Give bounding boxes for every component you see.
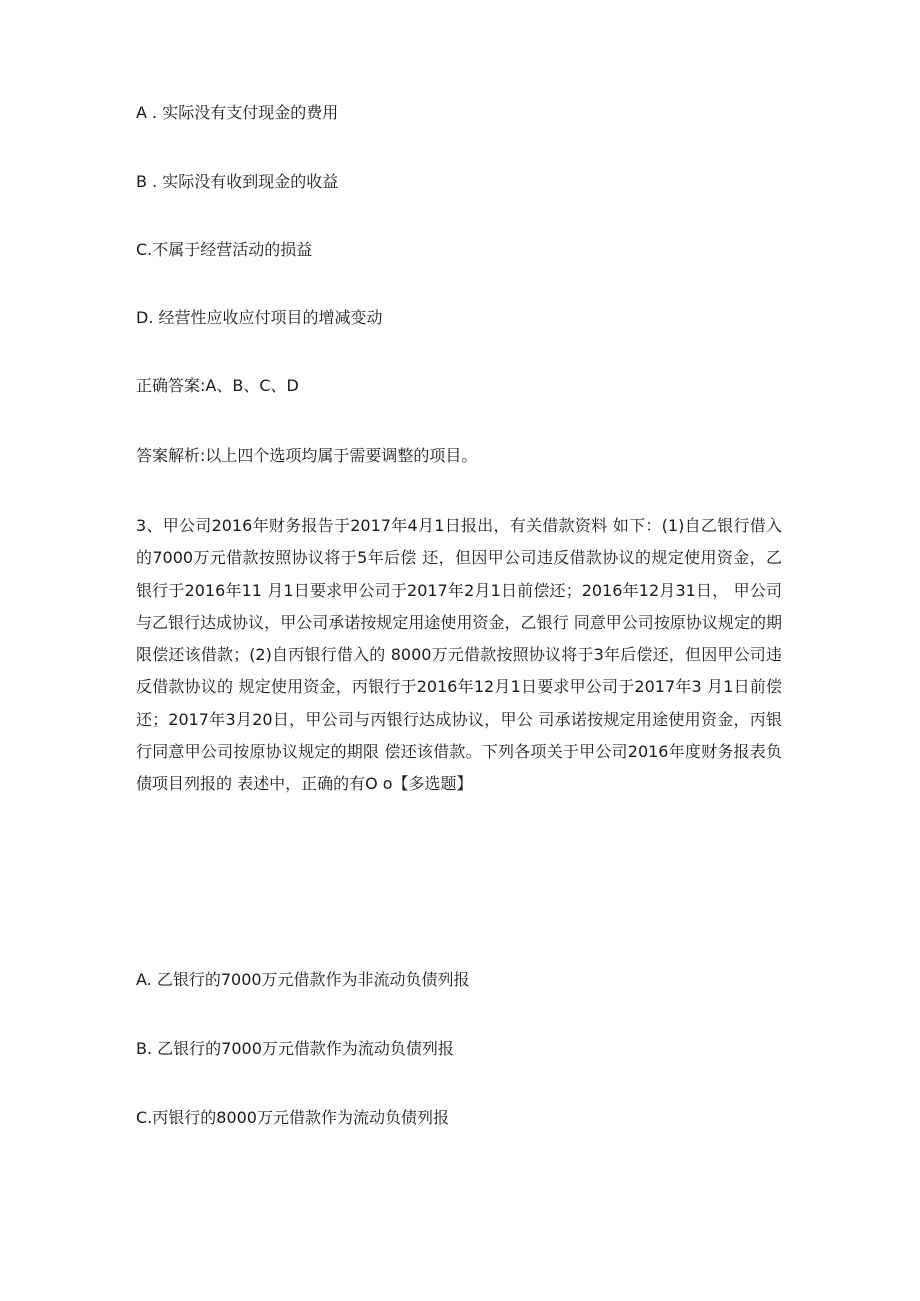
option-b: B . 实际没有收到现金的收益 (136, 172, 339, 191)
correct-answer: 正确答案:A、B、C、D (136, 376, 299, 395)
answer-analysis: 答案解析:以上四个选项均属于需要调整的项目。 (136, 446, 478, 465)
option-a: A . 实际没有支付现金的费用 (136, 103, 339, 122)
option-c: C.不属于经营活动的损益 (136, 240, 313, 259)
q3-option-b: B. 乙银行的7000万元借款作为流动负债列报 (136, 1039, 454, 1058)
q3-option-c: C.丙银行的8000万元借款作为流动负债列报 (136, 1108, 449, 1127)
option-d: D. 经营性应收应付项目的增减变动 (136, 308, 383, 327)
q3-option-a: A. 乙银行的7000万元借款作为非流动负债列报 (136, 970, 470, 989)
question-3-stem: 3、甲公司2016年财务报告于2017年4月1日报出，有关借款资料 如下：(1)自乙银行借入的7000万元借款按照协议将于5年后偿 还，但因甲公司违反借款协议的规定使用资金，乙银行于2016年11 月1日要求甲公司于2017年2月1日前偿还；2016年12月31日， 甲公司与乙银行达成协议，甲公司承诺按规定用途使用资金，乙银行 同意甲公司按原协议规定的期限偿还该借款；(2)自丙银行借入的 8000万元借款按照协议将于3年后偿还，但因甲公司违反借款协议的 规定使用资金，丙银行于2016年12月1日要求甲公司于2017年3 月1日前偿还；2017年3月20日，甲公司与丙银行达成协议，甲公 司承诺按规定用途使用资金，丙银行同意甲公司按原协议规定的期限 偿还该借款。下列各项关于甲公司2016年度财务报表负债项目列报的 表述中，正确的有O o【多选题】 (136, 516, 782, 794)
